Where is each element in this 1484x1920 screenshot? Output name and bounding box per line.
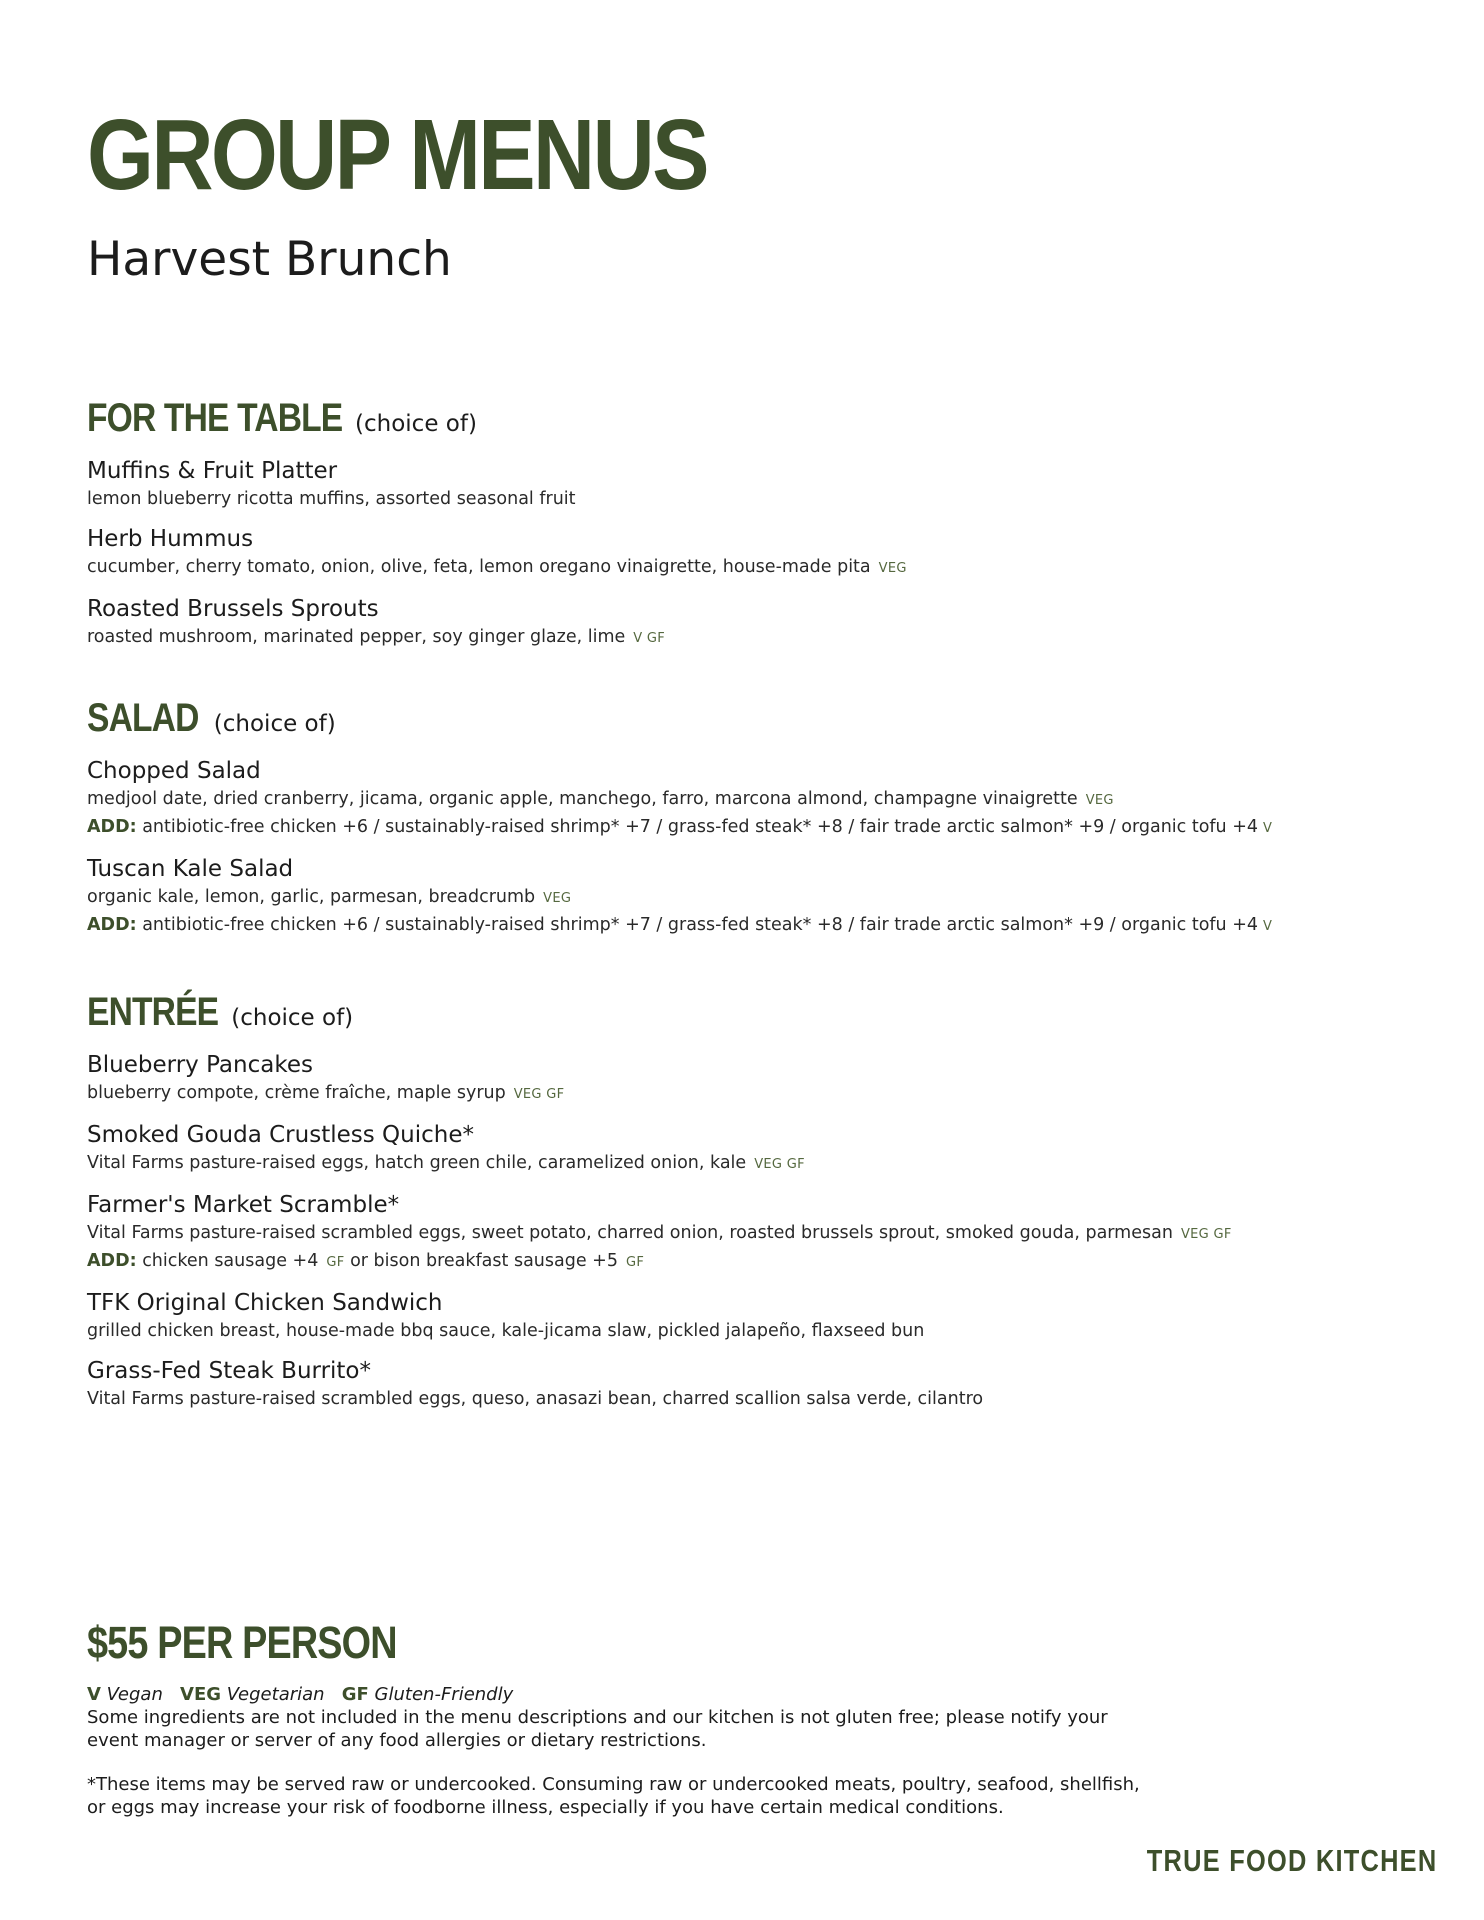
section-choice-note: (choice of) — [231, 1005, 354, 1031]
dietary-tag: GF — [326, 1255, 345, 1270]
item-description: Vital Farms pasture-raised scrambled eggs, queso, anasazi bean, charred scallion salsa verde, cilantro — [87, 1389, 984, 1409]
item-description: cucumber, cherry tomato, onion, olive, feta, lemon oregano vinaigrette, house-made pita — [87, 557, 871, 577]
legend-label: Vegetarian — [226, 1684, 325, 1705]
add-label: ADD: — [87, 817, 137, 837]
menu-item — [87, 1356, 1407, 1412]
item-name: Smoked Gouda Crustless Quiche* — [87, 1122, 474, 1148]
item-description-row — [87, 786, 1407, 814]
item-description-row — [87, 624, 1407, 652]
item-name: Farmer's Market Scramble* — [87, 1192, 400, 1218]
item-description: organic kale, lemon, garlic, parmesan, breadcrumb — [87, 887, 536, 907]
menu-subtitle: Harvest Brunch — [87, 232, 452, 287]
dietary-tag: VEG — [1085, 793, 1114, 808]
legend-code: V — [87, 1684, 101, 1705]
add-on-options: antibiotic-free chicken +6 / sustainably-raised shrimp* +7 / grass-fed steak* +8 / fair trade arctic salmon* +9 / organic tofu +4 — [142, 817, 1259, 837]
add-on-options: antibiotic-free chicken +6 / sustainably-raised shrimp* +7 / grass-fed steak* +8 / fair trade arctic salmon* +9 / organic tofu +4 — [142, 915, 1259, 935]
section-header — [87, 990, 1407, 1038]
menu-item — [87, 854, 1407, 940]
item-description-row — [87, 554, 1407, 582]
item-add-ons — [87, 1248, 1407, 1276]
item-description: lemon blueberry ricotta muffins, assorted seasonal fruit — [87, 489, 576, 509]
item-description-row — [87, 1150, 1407, 1178]
menu-item — [87, 524, 1407, 582]
page-title: GROUP MENUS — [87, 99, 707, 211]
legend-label: Vegan — [106, 1684, 163, 1705]
add-on-option: or bison breakfast sausage +5 — [350, 1251, 618, 1271]
allergy-note: Some ingredients are not included in the menu descriptions and our kitchen is not gluten free; please notify your event manager or server of any food allergies or dietary restrictions. — [87, 1707, 1108, 1751]
legend-code: VEG — [180, 1684, 222, 1705]
item-description: roasted mushroom, marinated pepper, soy ginger glaze, lime — [87, 627, 626, 647]
item-description-row — [87, 1080, 1407, 1108]
section-for-the-table — [87, 396, 1407, 652]
dietary-tag: VEG — [878, 561, 907, 576]
item-description: Vital Farms pasture-raised eggs, hatch green chile, caramelized onion, kale — [87, 1153, 747, 1173]
item-name: Chopped Salad — [87, 758, 261, 784]
section-salad — [87, 696, 1407, 940]
item-name: Tuscan Kale Salad — [87, 856, 294, 882]
dietary-tag: VEG GF — [1180, 1227, 1232, 1242]
section-choice-note: (choice of) — [355, 411, 477, 437]
legend-label: Gluten-Friendly — [374, 1684, 514, 1705]
add-label: ADD: — [87, 915, 137, 935]
legend-code: GF — [341, 1684, 369, 1705]
dietary-tag: V — [1263, 919, 1273, 934]
menu-item — [87, 456, 1407, 512]
item-description: Vital Farms pasture-raised scrambled eggs, sweet potato, charred onion, roasted brussels sprout, smoked gouda, parmesan — [87, 1223, 1173, 1243]
dietary-legend — [87, 1683, 513, 1706]
item-name: Blueberry Pancakes — [87, 1052, 313, 1078]
dietary-tag: VEG GF — [754, 1157, 805, 1172]
menu-item — [87, 756, 1407, 842]
dietary-tag: VEG GF — [513, 1087, 565, 1102]
item-name: Roasted Brussels Sprouts — [87, 596, 379, 622]
section-header — [87, 696, 1407, 744]
section-header — [87, 396, 1407, 444]
section-title: SALAD — [87, 696, 199, 740]
menu-item — [87, 594, 1407, 652]
item-description-row — [87, 884, 1407, 912]
menu-item — [87, 1050, 1407, 1108]
menu-item — [87, 1120, 1407, 1178]
item-description: medjool date, dried cranberry, jicama, organic apple, manchego, farro, marcona almond, champagne vinaigrette — [87, 789, 1078, 809]
add-label: ADD: — [87, 1251, 137, 1271]
menu-item — [87, 1190, 1407, 1276]
brand-logo: TRUE FOOD KITCHEN — [1146, 1843, 1437, 1878]
section-choice-note: (choice of) — [213, 711, 336, 737]
dietary-tag: V — [1263, 821, 1273, 836]
raw-food-warning: *These items may be served raw or undercooked. Consuming raw or undercooked meats, poultry, seafood, shellfish, or eggs may increase your risk of foodborne illness, especially if you have certain medical conditions. — [87, 1774, 1140, 1818]
item-name: Herb Hummus — [87, 526, 254, 552]
disclaimer-notes — [87, 1706, 1147, 1840]
dietary-tag: VEG — [543, 891, 572, 906]
section-title: ENTRÉE — [87, 990, 219, 1034]
add-on-option: chicken sausage +4 — [142, 1251, 319, 1271]
item-name: Muffins & Fruit Platter — [87, 458, 338, 484]
menu-item — [87, 1288, 1407, 1344]
section-entree — [87, 990, 1407, 1412]
price-per-person: $55 PER PERSON — [87, 1617, 397, 1668]
item-description: blueberry compote, crème fraîche, maple syrup — [87, 1083, 506, 1103]
dietary-tag: V GF — [633, 631, 666, 646]
item-add-ons — [87, 912, 1407, 940]
section-title: FOR THE TABLE — [87, 396, 343, 440]
item-name: Grass-Fed Steak Burrito* — [87, 1358, 372, 1384]
item-description-row — [87, 1220, 1407, 1248]
item-name: TFK Original Chicken Sandwich — [87, 1290, 443, 1316]
item-description: grilled chicken breast, house-made bbq sauce, kale-jicama slaw, pickled jalapeño, flaxseed bun — [87, 1321, 925, 1341]
item-add-ons — [87, 814, 1407, 842]
dietary-tag: GF — [625, 1255, 645, 1270]
